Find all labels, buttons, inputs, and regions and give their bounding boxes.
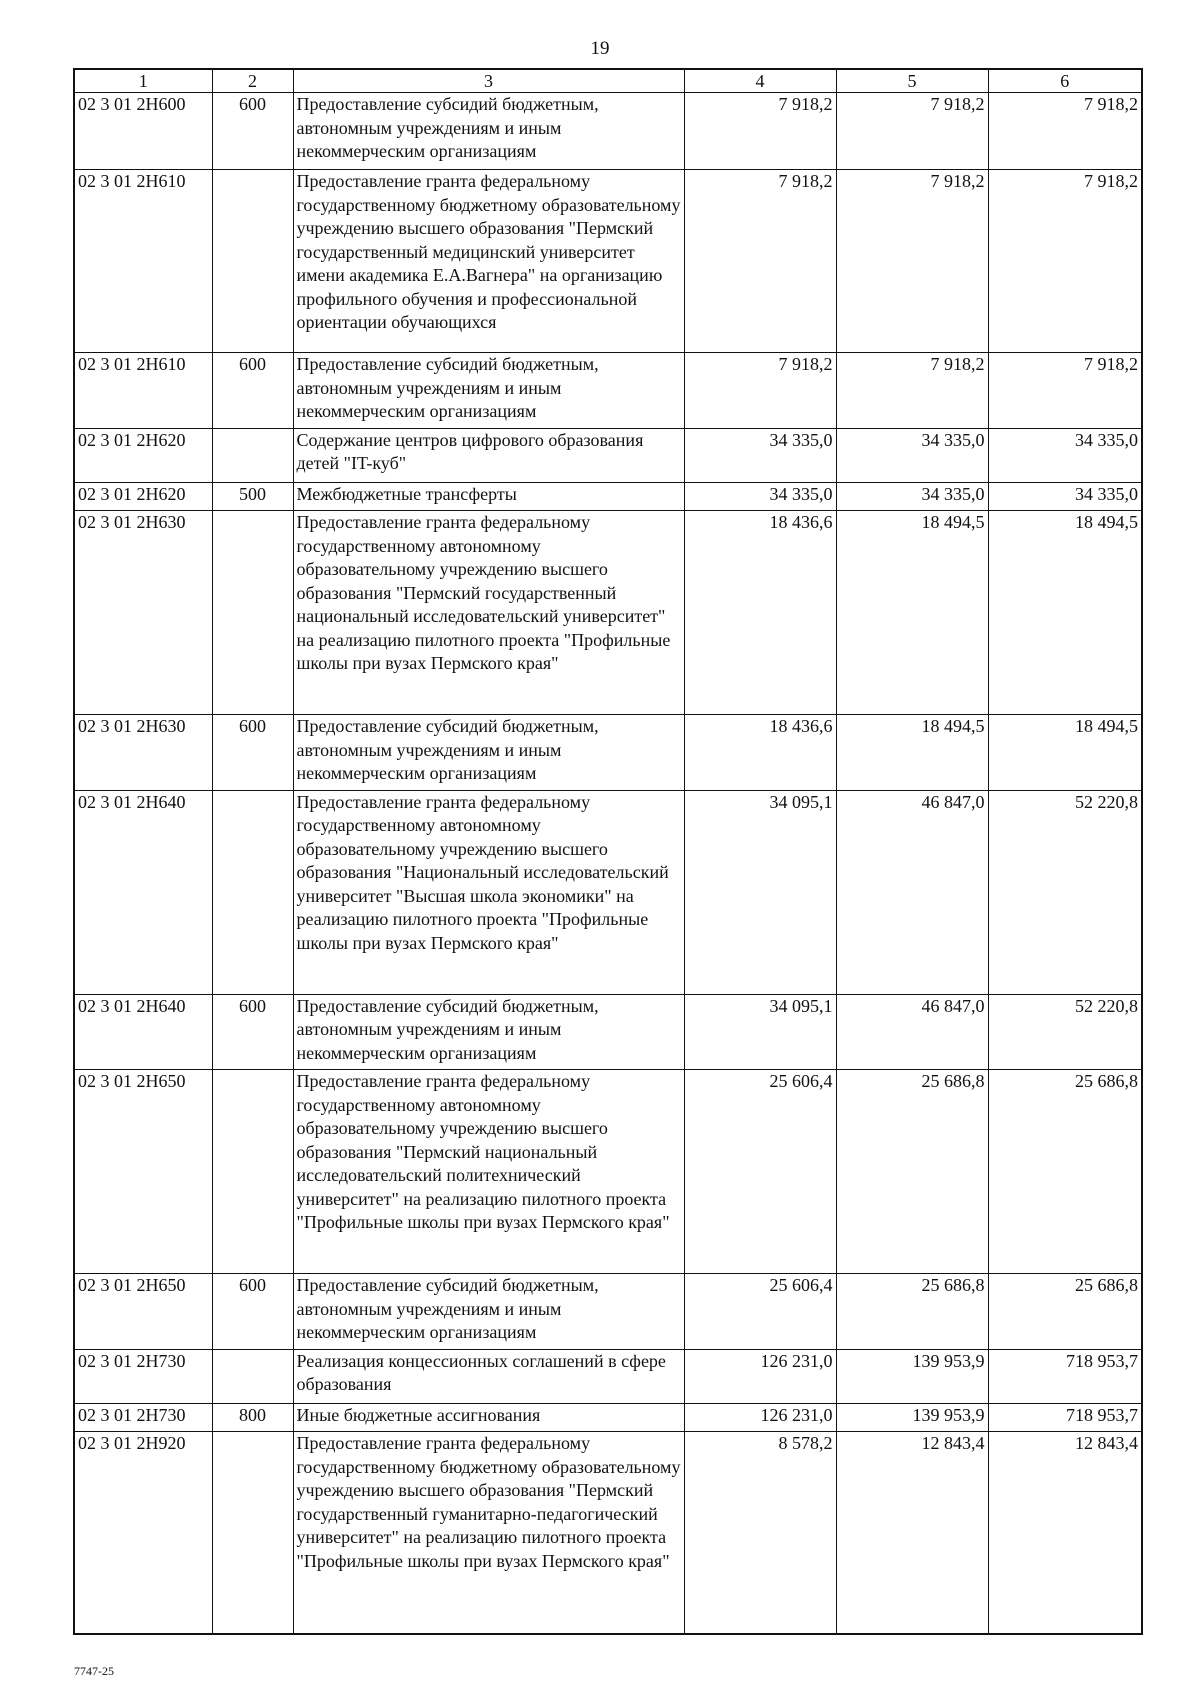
row-value-col6-cell: 18 494,5 xyxy=(988,511,1142,715)
row-code-cell: 02 3 01 2Н600 xyxy=(74,93,212,170)
row-value-col4-cell: 34 095,1 xyxy=(684,790,836,994)
header-col-6: 6 xyxy=(988,69,1142,93)
row-name-cell: Предоставление субсидий бюджетным, автономным учреждениям и иным некоммерческим организациям xyxy=(293,93,684,170)
table-row xyxy=(74,428,1142,482)
row-value-col6-cell: 7 918,2 xyxy=(988,170,1142,353)
row-value-col6-cell: 18 494,5 xyxy=(988,715,1142,791)
row-name-cell: Предоставление гранта федеральному государственному автономному образовательному учреждению высшего образования "Национальный исследовательский университет "Высшая школа экономики" на реализацию пилотного проекта "Профильные школы при вузах Пермского края" xyxy=(293,790,684,994)
row-name-cell: Иные бюджетные ассигнования xyxy=(293,1403,684,1432)
row-value-col4-cell: 7 918,2 xyxy=(684,353,836,429)
row-type-cell xyxy=(212,1070,293,1274)
row-name-cell: Межбюджетные трансферты xyxy=(293,482,684,511)
row-value-col4-cell: 126 231,0 xyxy=(684,1403,836,1432)
row-type-cell: 800 xyxy=(212,1403,293,1432)
row-code-cell: 02 3 01 2Н730 xyxy=(74,1403,212,1432)
table-row xyxy=(74,482,1142,511)
row-code-cell: 02 3 01 2Н610 xyxy=(74,170,212,353)
row-code-cell: 02 3 01 2Н650 xyxy=(74,1070,212,1274)
table-row xyxy=(74,93,1142,170)
table-row xyxy=(74,1349,1142,1403)
row-value-col4-cell: 126 231,0 xyxy=(684,1349,836,1403)
row-code-cell: 02 3 01 2Н920 xyxy=(74,1432,212,1634)
document-id: 7747-25 xyxy=(74,1664,114,1678)
table-row xyxy=(74,1274,1142,1350)
row-value-col4-cell: 8 578,2 xyxy=(684,1432,836,1634)
row-value-col4-cell: 25 606,4 xyxy=(684,1274,836,1350)
row-code-cell: 02 3 01 2Н730 xyxy=(74,1349,212,1403)
table-row xyxy=(74,790,1142,994)
row-type-cell xyxy=(212,428,293,482)
row-value-col5-cell: 12 843,4 xyxy=(836,1432,988,1634)
header-col-2: 2 xyxy=(212,69,293,93)
row-value-col5-cell: 34 335,0 xyxy=(836,428,988,482)
table-row xyxy=(74,1070,1142,1274)
row-value-col5-cell: 25 686,8 xyxy=(836,1070,988,1274)
table-row xyxy=(74,1403,1142,1432)
row-value-col4-cell: 34 335,0 xyxy=(684,482,836,511)
page-number: 19 xyxy=(590,38,610,59)
row-value-col5-cell: 46 847,0 xyxy=(836,790,988,994)
row-value-col4-cell: 34 335,0 xyxy=(684,428,836,482)
row-value-col6-cell: 34 335,0 xyxy=(988,428,1142,482)
row-code-cell: 02 3 01 2Н640 xyxy=(74,994,212,1070)
header-col-3: 3 xyxy=(293,69,684,93)
row-name-cell: Предоставление субсидий бюджетным, автономным учреждениям и иным некоммерческим организациям xyxy=(293,715,684,791)
row-code-cell: 02 3 01 2Н640 xyxy=(74,790,212,994)
row-value-col5-cell: 7 918,2 xyxy=(836,353,988,429)
row-value-col5-cell: 139 953,9 xyxy=(836,1349,988,1403)
table-row xyxy=(74,511,1142,715)
row-value-col6-cell: 34 335,0 xyxy=(988,482,1142,511)
header-col-5: 5 xyxy=(836,69,988,93)
row-name-cell: Содержание центров цифрового образования детей "IT-куб" xyxy=(293,428,684,482)
row-type-cell: 600 xyxy=(212,93,293,170)
row-code-cell: 02 3 01 2Н650 xyxy=(74,1274,212,1350)
table-header-row xyxy=(74,69,1142,93)
row-value-col6-cell: 25 686,8 xyxy=(988,1070,1142,1274)
row-value-col6-cell: 7 918,2 xyxy=(988,353,1142,429)
row-value-col5-cell: 46 847,0 xyxy=(836,994,988,1070)
row-name-cell: Предоставление субсидий бюджетным, автономным учреждениям и иным некоммерческим организациям xyxy=(293,994,684,1070)
row-name-cell: Предоставление гранта федеральному государственному бюджетному образовательному учреждению высшего образования "Пермский государственный гуманитарно-педагогический университет" на реализацию пилотного проекта "Профильные школы при вузах Пермского края" xyxy=(293,1432,684,1634)
row-code-cell: 02 3 01 2Н630 xyxy=(74,511,212,715)
row-type-cell xyxy=(212,790,293,994)
row-name-cell: Предоставление гранта федеральному государственному автономному образовательному учреждению высшего образования "Пермский государственный национальный исследовательский университет" на реализацию пилотного проекта "Профильные школы при вузах Пермского края" xyxy=(293,511,684,715)
budget-table xyxy=(73,68,1143,1635)
row-code-cell: 02 3 01 2Н610 xyxy=(74,353,212,429)
row-value-col4-cell: 18 436,6 xyxy=(684,715,836,791)
row-value-col5-cell: 18 494,5 xyxy=(836,511,988,715)
table-row xyxy=(74,994,1142,1070)
row-value-col6-cell: 7 918,2 xyxy=(988,93,1142,170)
table-row xyxy=(74,353,1142,429)
row-name-cell: Предоставление гранта федеральному государственному автономному образовательному учреждению высшего образования "Пермский национальный исследовательский политехнический университет" на реализацию пилотного проекта "Профильные школы при вузах Пермского края" xyxy=(293,1070,684,1274)
row-value-col6-cell: 718 953,7 xyxy=(988,1349,1142,1403)
row-name-cell: Реализация концессионных соглашений в сфере образования xyxy=(293,1349,684,1403)
row-code-cell: 02 3 01 2Н620 xyxy=(74,482,212,511)
row-type-cell: 500 xyxy=(212,482,293,511)
table-row xyxy=(74,715,1142,791)
row-value-col6-cell: 52 220,8 xyxy=(988,994,1142,1070)
row-name-cell: Предоставление субсидий бюджетным, автономным учреждениям и иным некоммерческим организациям xyxy=(293,353,684,429)
row-type-cell xyxy=(212,1349,293,1403)
header-col-1: 1 xyxy=(74,69,212,93)
row-value-col5-cell: 18 494,5 xyxy=(836,715,988,791)
row-type-cell xyxy=(212,1432,293,1634)
row-value-col4-cell: 18 436,6 xyxy=(684,511,836,715)
table-body xyxy=(74,93,1142,1634)
row-type-cell xyxy=(212,511,293,715)
row-type-cell xyxy=(212,170,293,353)
row-type-cell: 600 xyxy=(212,715,293,791)
header-col-4: 4 xyxy=(684,69,836,93)
row-value-col4-cell: 7 918,2 xyxy=(684,93,836,170)
row-type-cell: 600 xyxy=(212,994,293,1070)
row-value-col4-cell: 34 095,1 xyxy=(684,994,836,1070)
row-name-cell: Предоставление гранта федеральному государственному бюджетному образовательному учреждению высшего образования "Пермский государственный медицинский университет имени академика Е.А.Вагнера" на организацию профильного обучения и профессиональной ориентации обучающихся xyxy=(293,170,684,353)
row-value-col6-cell: 25 686,8 xyxy=(988,1274,1142,1350)
row-code-cell: 02 3 01 2Н620 xyxy=(74,428,212,482)
table-row xyxy=(74,1432,1142,1634)
row-value-col6-cell: 12 843,4 xyxy=(988,1432,1142,1634)
row-value-col5-cell: 7 918,2 xyxy=(836,170,988,353)
row-value-col4-cell: 25 606,4 xyxy=(684,1070,836,1274)
row-code-cell: 02 3 01 2Н630 xyxy=(74,715,212,791)
row-value-col5-cell: 139 953,9 xyxy=(836,1403,988,1432)
row-value-col6-cell: 718 953,7 xyxy=(988,1403,1142,1432)
row-value-col5-cell: 7 918,2 xyxy=(836,93,988,170)
row-value-col5-cell: 25 686,8 xyxy=(836,1274,988,1350)
row-type-cell: 600 xyxy=(212,1274,293,1350)
row-name-cell: Предоставление субсидий бюджетным, автономным учреждениям и иным некоммерческим организациям xyxy=(293,1274,684,1350)
row-type-cell: 600 xyxy=(212,353,293,429)
row-value-col6-cell: 52 220,8 xyxy=(988,790,1142,994)
row-value-col5-cell: 34 335,0 xyxy=(836,482,988,511)
table-row xyxy=(74,170,1142,353)
row-value-col4-cell: 7 918,2 xyxy=(684,170,836,353)
